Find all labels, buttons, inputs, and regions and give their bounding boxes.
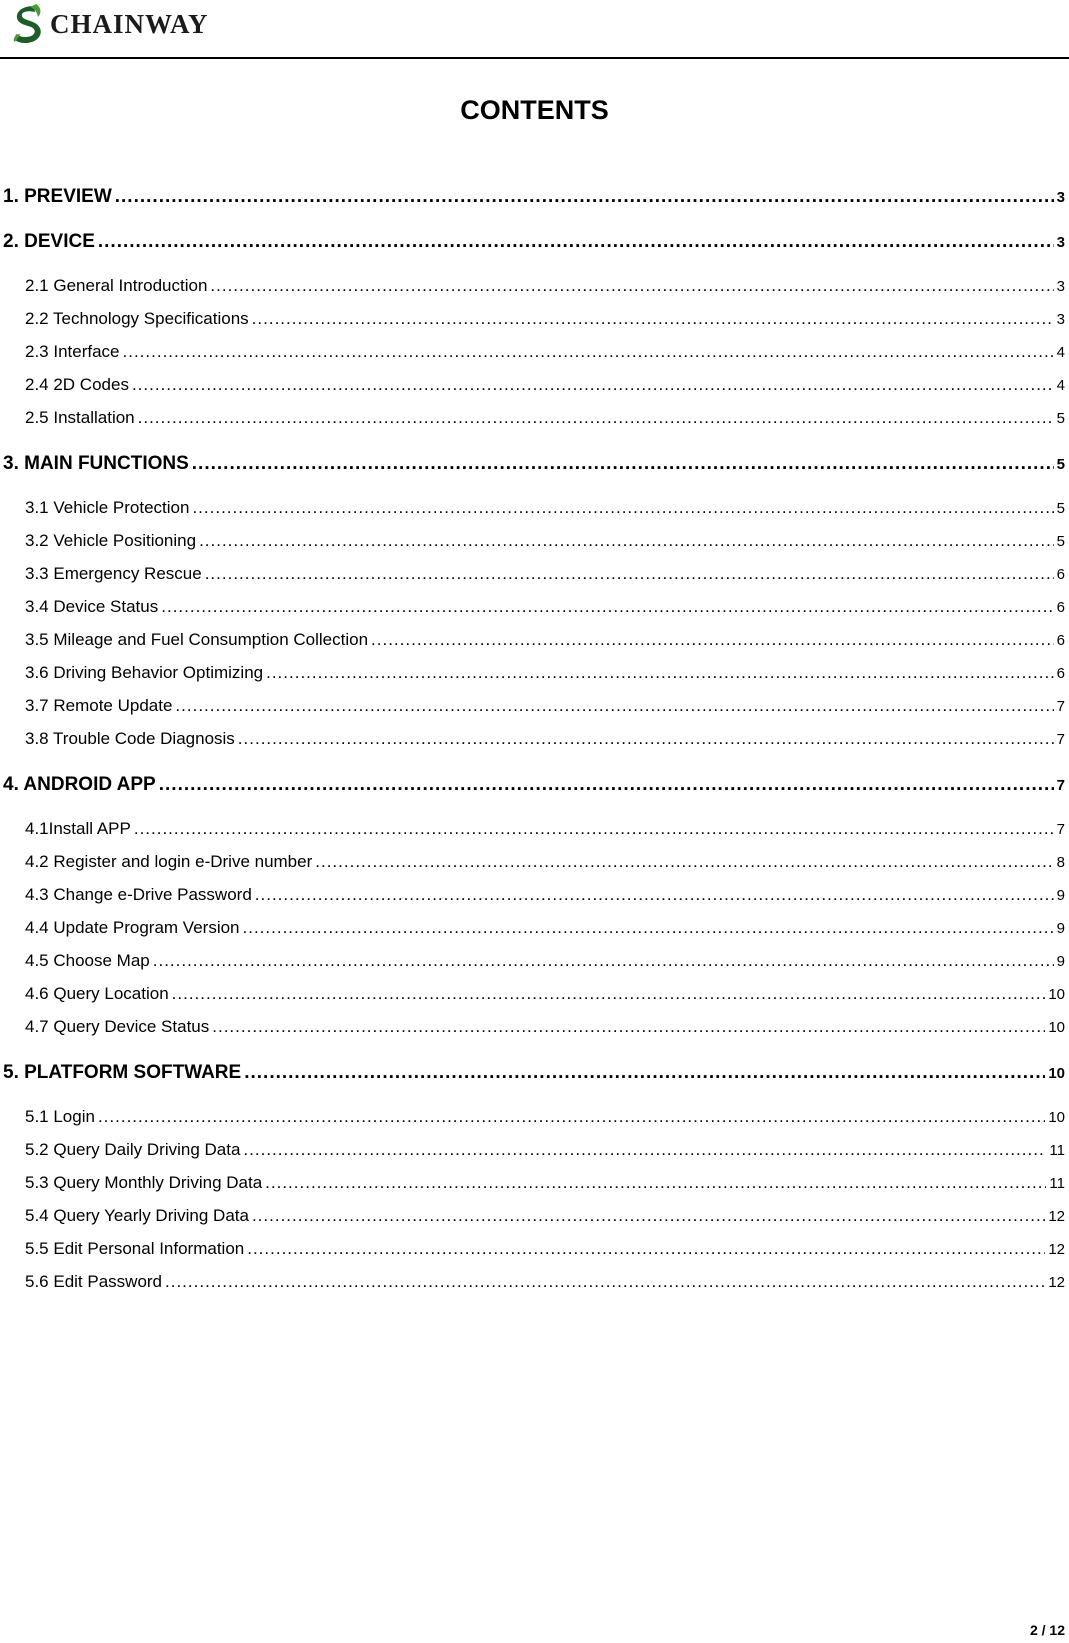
toc-entry-page: 4 (1056, 377, 1065, 394)
toc-entry-page: 12 (1048, 1274, 1065, 1291)
toc-dot-leader (153, 951, 1054, 971)
toc-section-entry[interactable] (25, 1173, 1065, 1193)
toc-dot-leader (266, 663, 1054, 683)
toc-dot-leader (255, 885, 1054, 905)
toc-section-entry[interactable] (25, 564, 1065, 584)
toc-dot-leader (98, 1107, 1045, 1127)
chainway-s-leaf-logo-icon (10, 3, 44, 45)
toc-section-entry[interactable] (25, 1272, 1065, 1292)
toc-entry-page: 7 (1056, 777, 1065, 794)
toc-section-entry[interactable] (25, 375, 1065, 395)
toc-entry-label: 1. PREVIEW (3, 186, 112, 207)
toc-chapter-entry[interactable] (3, 453, 1065, 475)
toc-entry-label: 3.7 Remote Update (25, 696, 173, 715)
toc-dot-leader (175, 696, 1053, 716)
toc-section-entry[interactable] (25, 663, 1065, 683)
toc-section-entry[interactable] (25, 531, 1065, 551)
toc-dot-leader (243, 918, 1054, 938)
page-header (0, 0, 1069, 58)
toc-dot-leader (371, 630, 1054, 650)
toc-entry-page: 6 (1056, 632, 1065, 649)
toc-entry-page: 10 (1048, 1019, 1065, 1036)
toc-dot-leader (265, 1173, 1046, 1193)
toc-entry-page: 5 (1056, 500, 1065, 517)
toc-section-entry[interactable] (25, 342, 1065, 362)
toc-section-entry[interactable] (25, 918, 1065, 938)
toc-entry-label: 2.3 Interface (25, 342, 120, 361)
toc-entry-page: 6 (1056, 665, 1065, 682)
toc-section-entry[interactable] (25, 819, 1065, 839)
toc-entry-page: 11 (1049, 1175, 1065, 1192)
toc-section-entry[interactable] (25, 408, 1065, 428)
toc-section-entry[interactable] (25, 1017, 1065, 1037)
toc-dot-leader (161, 597, 1053, 617)
toc-entry-page: 9 (1056, 887, 1065, 904)
brand-name: CHAINWAY (50, 8, 209, 39)
toc-entry-page: 12 (1048, 1208, 1065, 1225)
toc-entry-label: 4.6 Query Location (25, 984, 169, 1003)
toc-dot-leader (199, 531, 1054, 551)
toc-dot-leader (315, 852, 1053, 872)
toc-entry-label: 2.5 Installation (25, 408, 135, 427)
toc-chapter-entry[interactable] (3, 1062, 1065, 1084)
toc-section-entry[interactable] (25, 1107, 1065, 1127)
toc-section-entry[interactable] (25, 852, 1065, 872)
toc-section-entry[interactable] (25, 885, 1065, 905)
toc-dot-leader (172, 984, 1046, 1004)
toc-chapter-entry[interactable] (3, 231, 1065, 253)
toc-dot-leader (165, 1272, 1045, 1292)
toc-dot-leader (238, 729, 1054, 749)
toc-entry-label: 5. PLATFORM SOFTWARE (3, 1062, 242, 1083)
toc-entry-page: 11 (1049, 1142, 1065, 1159)
toc-dot-leader (252, 309, 1054, 329)
toc-dot-leader (123, 342, 1054, 362)
toc-dot-leader (244, 1062, 1045, 1084)
toc-chapter-entry[interactable] (3, 186, 1065, 208)
toc-entry-page: 3 (1056, 189, 1065, 206)
toc-section-entry[interactable] (25, 1206, 1065, 1226)
toc-entry-page: 10 (1048, 1065, 1065, 1082)
toc-entry-page: 9 (1056, 920, 1065, 937)
toc-entry-page: 9 (1056, 953, 1065, 970)
toc-section-entry[interactable] (25, 729, 1065, 749)
toc-section-entry[interactable] (25, 696, 1065, 716)
toc-section-entry[interactable] (25, 984, 1065, 1004)
toc-entry-label: 3. MAIN FUNCTIONS (3, 453, 189, 474)
toc-dot-leader (192, 498, 1053, 518)
toc-section-entry[interactable] (25, 630, 1065, 650)
toc-entry-page: 10 (1048, 1109, 1065, 1126)
toc-section-entry[interactable] (25, 951, 1065, 971)
toc-entry-label: 2. DEVICE (3, 231, 95, 252)
toc-entry-page: 8 (1056, 854, 1065, 871)
toc-entry-label: 4.3 Change e-Drive Password (25, 885, 252, 904)
toc-entry-label: 4.5 Choose Map (25, 951, 150, 970)
toc-dot-leader (205, 564, 1054, 584)
toc-dot-leader (210, 276, 1053, 296)
toc-dot-leader (247, 1239, 1045, 1259)
toc-entry-label: 5.3 Query Monthly Driving Data (25, 1173, 263, 1192)
toc-dot-leader (192, 453, 1054, 475)
toc-entry-page: 6 (1056, 566, 1065, 583)
toc-entry-page: 3 (1056, 278, 1065, 295)
toc-entry-label: 5.6 Edit Password (25, 1272, 163, 1291)
toc-dot-leader (243, 1140, 1046, 1160)
toc-entry-label: 5.4 Query Yearly Driving Data (25, 1206, 249, 1225)
toc-entry-page: 7 (1056, 698, 1065, 715)
toc-section-entry[interactable] (25, 1239, 1065, 1259)
toc-dot-leader (134, 819, 1054, 839)
toc-section-entry[interactable] (25, 1140, 1065, 1160)
toc-dot-leader (132, 375, 1054, 395)
toc-entry-page: 7 (1056, 731, 1065, 748)
toc-entry-page: 5 (1056, 410, 1065, 427)
page-title: CONTENTS (460, 95, 609, 125)
toc-dot-leader (212, 1017, 1045, 1037)
toc-entry-page: 3 (1056, 311, 1065, 328)
toc-entry-label: 2.1 General Introduction (25, 276, 208, 295)
toc-entry-page: 12 (1048, 1241, 1065, 1258)
toc-entry-label: 5.1 Login (25, 1107, 95, 1126)
toc-entry-page: 6 (1056, 599, 1065, 616)
toc-entry-page: 4 (1056, 344, 1065, 361)
toc-entry-page: 10 (1048, 986, 1065, 1003)
toc-entry-label: 3.5 Mileage and Fuel Consumption Collection (25, 630, 369, 649)
toc-entry-label: 4.2 Register and login e-Drive number (25, 852, 313, 871)
toc-entry-label: 5.5 Edit Personal Information (25, 1239, 245, 1258)
toc-entry-label: 2.2 Technology Specifications (25, 309, 249, 328)
toc-entry-label: 3.3 Emergency Rescue (25, 564, 202, 583)
company-logo (10, 2, 209, 46)
toc-entry-label: 2.4 2D Codes (25, 375, 129, 394)
toc-entry-label: 3.1 Vehicle Protection (25, 498, 190, 517)
toc-dot-leader (252, 1206, 1045, 1226)
toc-entry-label: 4.4 Update Program Version (25, 918, 240, 937)
toc-entry-label: 3.8 Trouble Code Diagnosis (25, 729, 235, 748)
toc-entry-page: 7 (1056, 821, 1065, 838)
page-number: 2 / 12 (1029, 1622, 1065, 1638)
toc-dot-leader (115, 186, 1054, 208)
toc-section-entry[interactable] (25, 597, 1065, 617)
toc-section-entry[interactable] (25, 309, 1065, 329)
toc-section-entry[interactable] (25, 498, 1065, 518)
toc-entry-label: 3.6 Driving Behavior Optimizing (25, 663, 264, 682)
toc-entry-label: 5.2 Query Daily Driving Data (25, 1140, 241, 1159)
toc-dot-leader (98, 231, 1054, 253)
toc-entry-label: 3.2 Vehicle Positioning (25, 531, 197, 550)
toc-chapter-entry[interactable] (3, 774, 1065, 796)
toc-section-entry[interactable] (25, 276, 1065, 296)
toc-entry-page: 5 (1056, 456, 1065, 473)
toc-entry-page: 5 (1056, 533, 1065, 550)
toc-entry-label: 3.4 Device Status (25, 597, 159, 616)
toc-entry-page: 3 (1056, 234, 1065, 251)
toc-dot-leader (159, 774, 1054, 796)
toc-entry-label: 4. ANDROID APP (3, 774, 156, 795)
toc-dot-leader (138, 408, 1054, 428)
toc-entry-label: 4.7 Query Device Status (25, 1017, 210, 1036)
toc-entry-label: 4.1Install APP (25, 819, 131, 838)
header-divider (0, 57, 1069, 59)
